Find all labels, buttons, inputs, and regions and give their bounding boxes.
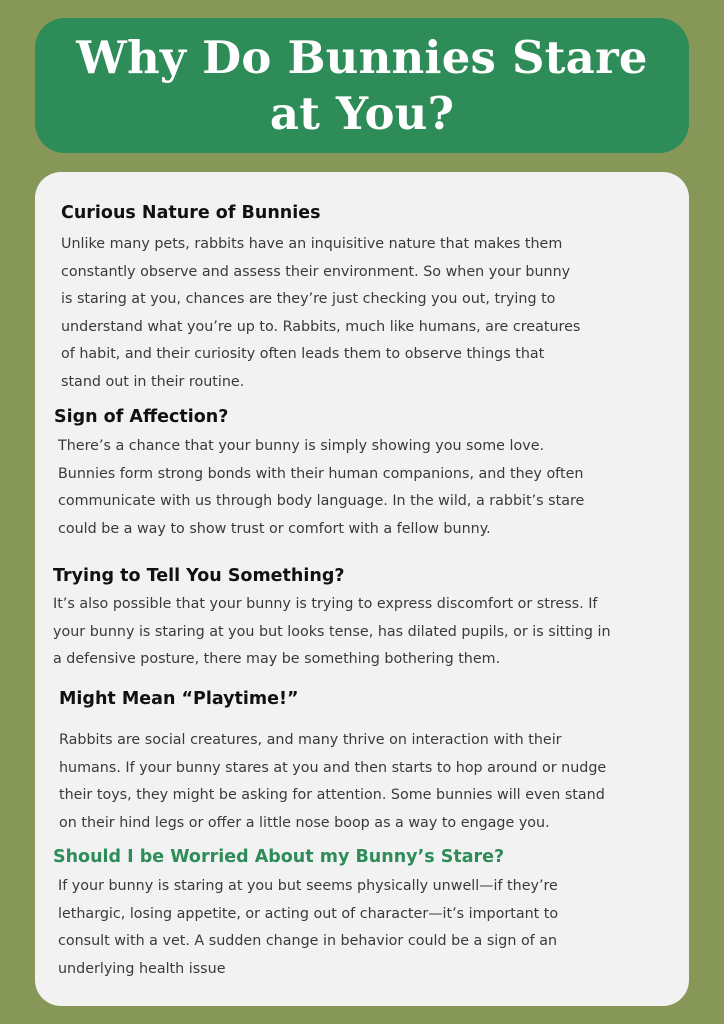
section-heading: Curious Nature of Bunnies bbox=[61, 203, 321, 223]
section-playtime bbox=[59, 688, 611, 837]
section-heading-accent: Should I be Worried About my Bunny’s Stare? bbox=[53, 847, 505, 867]
section-body: Unlike many pets, rabbits have an inquisitive nature that makes them constantly observe and assess their environment. So when your bunny is staring at you, chances are they’re just checking you out, trying to understand what you’re up to. Rabbits, much like humans, are creatures of habit, and their curiosity often leads them to observe things that stand out in their routine. bbox=[61, 236, 581, 390]
section-body: If your bunny is staring at you but seems physically unwell—if they’re lethargic, losing appetite, or acting out of character—it’s important to consult with a vet. A sudden change in behavior could be a sign of an underlying health issue bbox=[58, 878, 559, 977]
page-title: Why Do Bunnies Stare at You? bbox=[76, 30, 648, 140]
section-sign-of-affection bbox=[54, 406, 602, 543]
section-worried bbox=[53, 846, 613, 983]
title-banner bbox=[35, 18, 689, 153]
section-trying-to-tell bbox=[53, 565, 613, 674]
section-body: Rabbits are social creatures, and many thrive on interaction with their humans. If your bunny stares at you and then starts to hop around or nudge their toys, they might be asking for attention. Some bunnies will even stand on their hind legs or offer a little nose boop as a way to engage you. bbox=[59, 732, 607, 831]
section-heading: Trying to Tell You Something? bbox=[53, 566, 345, 586]
content-card bbox=[35, 172, 689, 1006]
section-heading: Sign of Affection? bbox=[54, 407, 229, 427]
section-curious-nature bbox=[61, 202, 583, 396]
section-body: There’s a chance that your bunny is simply showing you some love. Bunnies form strong bonds with their human companions, and they often communicate with us through body language. In the wild, a rabbit’s stare could be a way to show trust or comfort with a fellow bunny. bbox=[58, 438, 585, 537]
section-body: It’s also possible that your bunny is trying to express discomfort or stress. If your bunny is staring at you but looks tense, has dilated pupils, or is sitting in a defensive posture, there may be something bothering them. bbox=[53, 596, 611, 667]
section-heading: Might Mean “Playtime!” bbox=[59, 689, 299, 709]
